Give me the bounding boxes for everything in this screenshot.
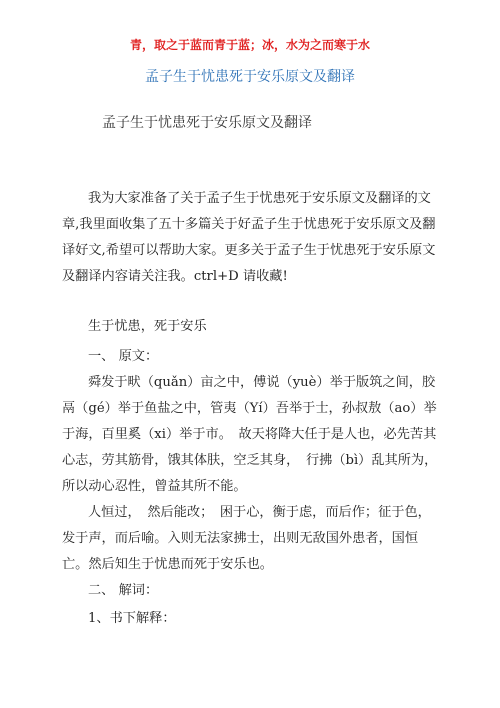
- vocabulary-item-1: 1、书下解释：: [88, 611, 176, 626]
- original-text-paragraph-2: 人恒过， 然后能改； 困于心，衡于虑，而后作；征于色，发于声，而后喻。入则无法家拂士，出则无敌国外患者，国恒亡。然后知生于忧患而死于安乐也。: [62, 505, 431, 572]
- original-text-paragraph-1: 舜发于畎（quǎn）亩之中，傅说（yuè）举于版筑之间，胶鬲（gé）举于鱼盐之中，管夷（Yí）吾举于士，孙叔敖（ao）举于海，百里奚（xi）举于市。 故天将降大任于是人也，必先苦其心志，劳其筋骨，饿其体肤，空乏其身， 行拂（bì）乱其所为，所以动心忍性，曾益其所不能。: [62, 375, 438, 494]
- section-heading-vocabulary: 二、 解词：: [88, 583, 159, 598]
- document-title: 孟子生于忧患死于安乐原文及翻译: [145, 69, 355, 85]
- intro-paragraph: 我为大家准备了关于孟子生于忧患死于安乐原文及翻译的文章,我里面收集了五十多篇关于好孟子生于忧患死于安乐原文及翻译好文,希望可以帮助大家。更多关于孟子生于忧患死于安乐原文及翻译内容请关注我。ctrl+D 请收藏!: [62, 191, 436, 284]
- header-banner: 青，取之于蓝而青于蓝；冰，水为之而寒于水: [129, 38, 370, 52]
- document-subtitle: 孟子生于忧患死于安乐原文及翻译: [102, 115, 312, 131]
- poem-heading: 生于忧患，死于安乐: [88, 319, 207, 334]
- section-heading-original: 一、 原文：: [88, 349, 159, 364]
